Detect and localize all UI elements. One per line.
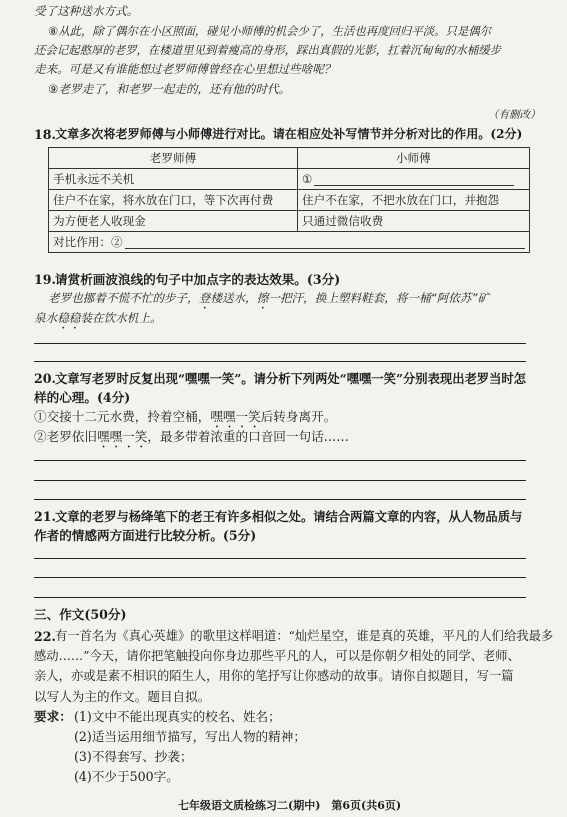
q20-answer-line-1[interactable] [34, 460, 526, 461]
q22-prompt-line4: 以写人为主的作文。题目自拟。 [34, 689, 211, 704]
q22-req-4: (4)不少于500字。 [74, 769, 179, 784]
q20-prompt-line1: 文章写老罗时反复出现“嘿嘿一笑”。请分析下列两处“嘿嘿一笑”分别表现出老罗当时怎 [55, 371, 526, 386]
q20-answer-line-3[interactable] [34, 499, 526, 500]
q22-req-3: (3)不得套写、抄袭； [74, 749, 193, 764]
q20-number: 20. [34, 371, 56, 386]
q18-prompt: 文章多次将老罗师傅与小师傅进行对比。请在相应处补写情节并分析对比的作用。(2分) [55, 127, 523, 141]
q22-requirements-label: 要求： [34, 709, 72, 724]
q19-prompt: 请赏析画波浪线的句子中加点字的表达效果。(3分) [55, 272, 341, 287]
table-cell: 住户不在家，将水放在门口，等下次再付费 [49, 190, 298, 211]
table-cell: 只通过微信收费 [298, 211, 530, 232]
table-row [49, 211, 530, 232]
q19-quote-line2: 泉水稳稳装在饮水机上。 [34, 311, 162, 325]
q18-comparison-table [48, 147, 530, 253]
passage-p8-line1: ⑧从此，除了偶尔在小区照面，碰见小师傅的机会少了，生活也再度回归平淡。只是偶尔 [48, 24, 492, 38]
passage-p8-line2: 还会记起憨厚的老罗，在楼道里见到着瘦高的身形，踩出真假的光影，扛着沉甸甸的水桶缓步 [34, 43, 502, 57]
section-3-title: 三、作文(50分) [34, 607, 127, 622]
table-cell: 为方便老人收现金 [49, 211, 298, 232]
q20-answer-line-2[interactable] [34, 480, 526, 481]
table-header-laoluo: 老罗师傅 [49, 148, 298, 169]
q21-number: 21. [34, 509, 56, 524]
table-row [49, 232, 530, 253]
q20-item1: ①交接十二元水费，拎着空桶，嘿嘿一笑后转身离开。 [34, 409, 337, 424]
passage-p8-line3: 走来。可是又有谁能想过老罗师傅曾经在心里想过些啥呢？ [34, 62, 336, 76]
table-cell: 住户不在家，不把水放在门口，并抱怨 [298, 190, 530, 211]
q19-answer-line-2[interactable] [34, 361, 526, 362]
q22-prompt-line3: 亲人，亦或是素不相识的陌生人，用你的笔抒写让你感动的故事。请你自拟题目，写一篇 [34, 669, 514, 683]
q21-answer-line-2[interactable] [34, 577, 526, 578]
q22-req-1: (1)文中不能出现真实的校名、姓名； [74, 709, 281, 724]
answer-blank-1[interactable] [298, 169, 530, 190]
q22-prompt-line2: 感动……”今天，请你把笔触投向你身边那些平凡的人，可以是你朝夕相处的同学、老师、 [34, 649, 520, 663]
table-header-xiaoshifu: 小师傅 [298, 148, 530, 169]
q19-answer-line-1[interactable] [34, 343, 526, 344]
blank-marker: ① [302, 172, 313, 186]
q18-number: 18. [34, 127, 56, 142]
q20-item2: ②老罗依旧嘿嘿一笑，最多带着浓重的口音回一句话…… [34, 429, 349, 444]
table-row [49, 190, 530, 211]
table-row [49, 169, 530, 190]
q19-number: 19. [34, 272, 56, 287]
answer-blank-2[interactable] [49, 232, 530, 253]
passage-source: （有删改） [488, 109, 541, 121]
effect-label: 对比作用：② [53, 235, 123, 249]
q22-req-2: (2)适当运用细节描写，写出人物的精神； [74, 729, 306, 744]
q21-answer-line-3[interactable] [34, 597, 526, 598]
q19-quote-line1: 老罗也挪着不慌不忙的步子，登楼送水，擦一把汗，换上塑料鞋套，将一桶“阿依苏”矿 [48, 291, 490, 305]
q21-prompt-line2: 作者的情感两方面进行比较分析。(5分) [34, 528, 257, 543]
q20-prompt-line2: 样的心理。(4分) [34, 390, 131, 405]
q21-answer-line-1[interactable] [34, 558, 526, 559]
page-footer: 七年级语文质检练习二(期中) 第6页(共6页) [178, 799, 402, 812]
passage-p9: ⑨老罗走了，和老罗一起走的，还有他的时代。 [48, 82, 291, 96]
q22-number: 22. [34, 629, 56, 644]
table-cell: 手机永远不关机 [49, 169, 298, 190]
q21-prompt-line1: 文章的老罗与杨绛笔下的老王有许多相似之处。请结合两篇文章的内容，从人物品质与 [55, 509, 523, 524]
passage-line-top: 受了这种送水方式。 [34, 4, 139, 18]
q22-prompt-line1: 有一首名为《真心英雄》的歌里这样唱道：“灿烂星空，谁是真的英雄，平凡的人们给我最多 [55, 629, 554, 643]
